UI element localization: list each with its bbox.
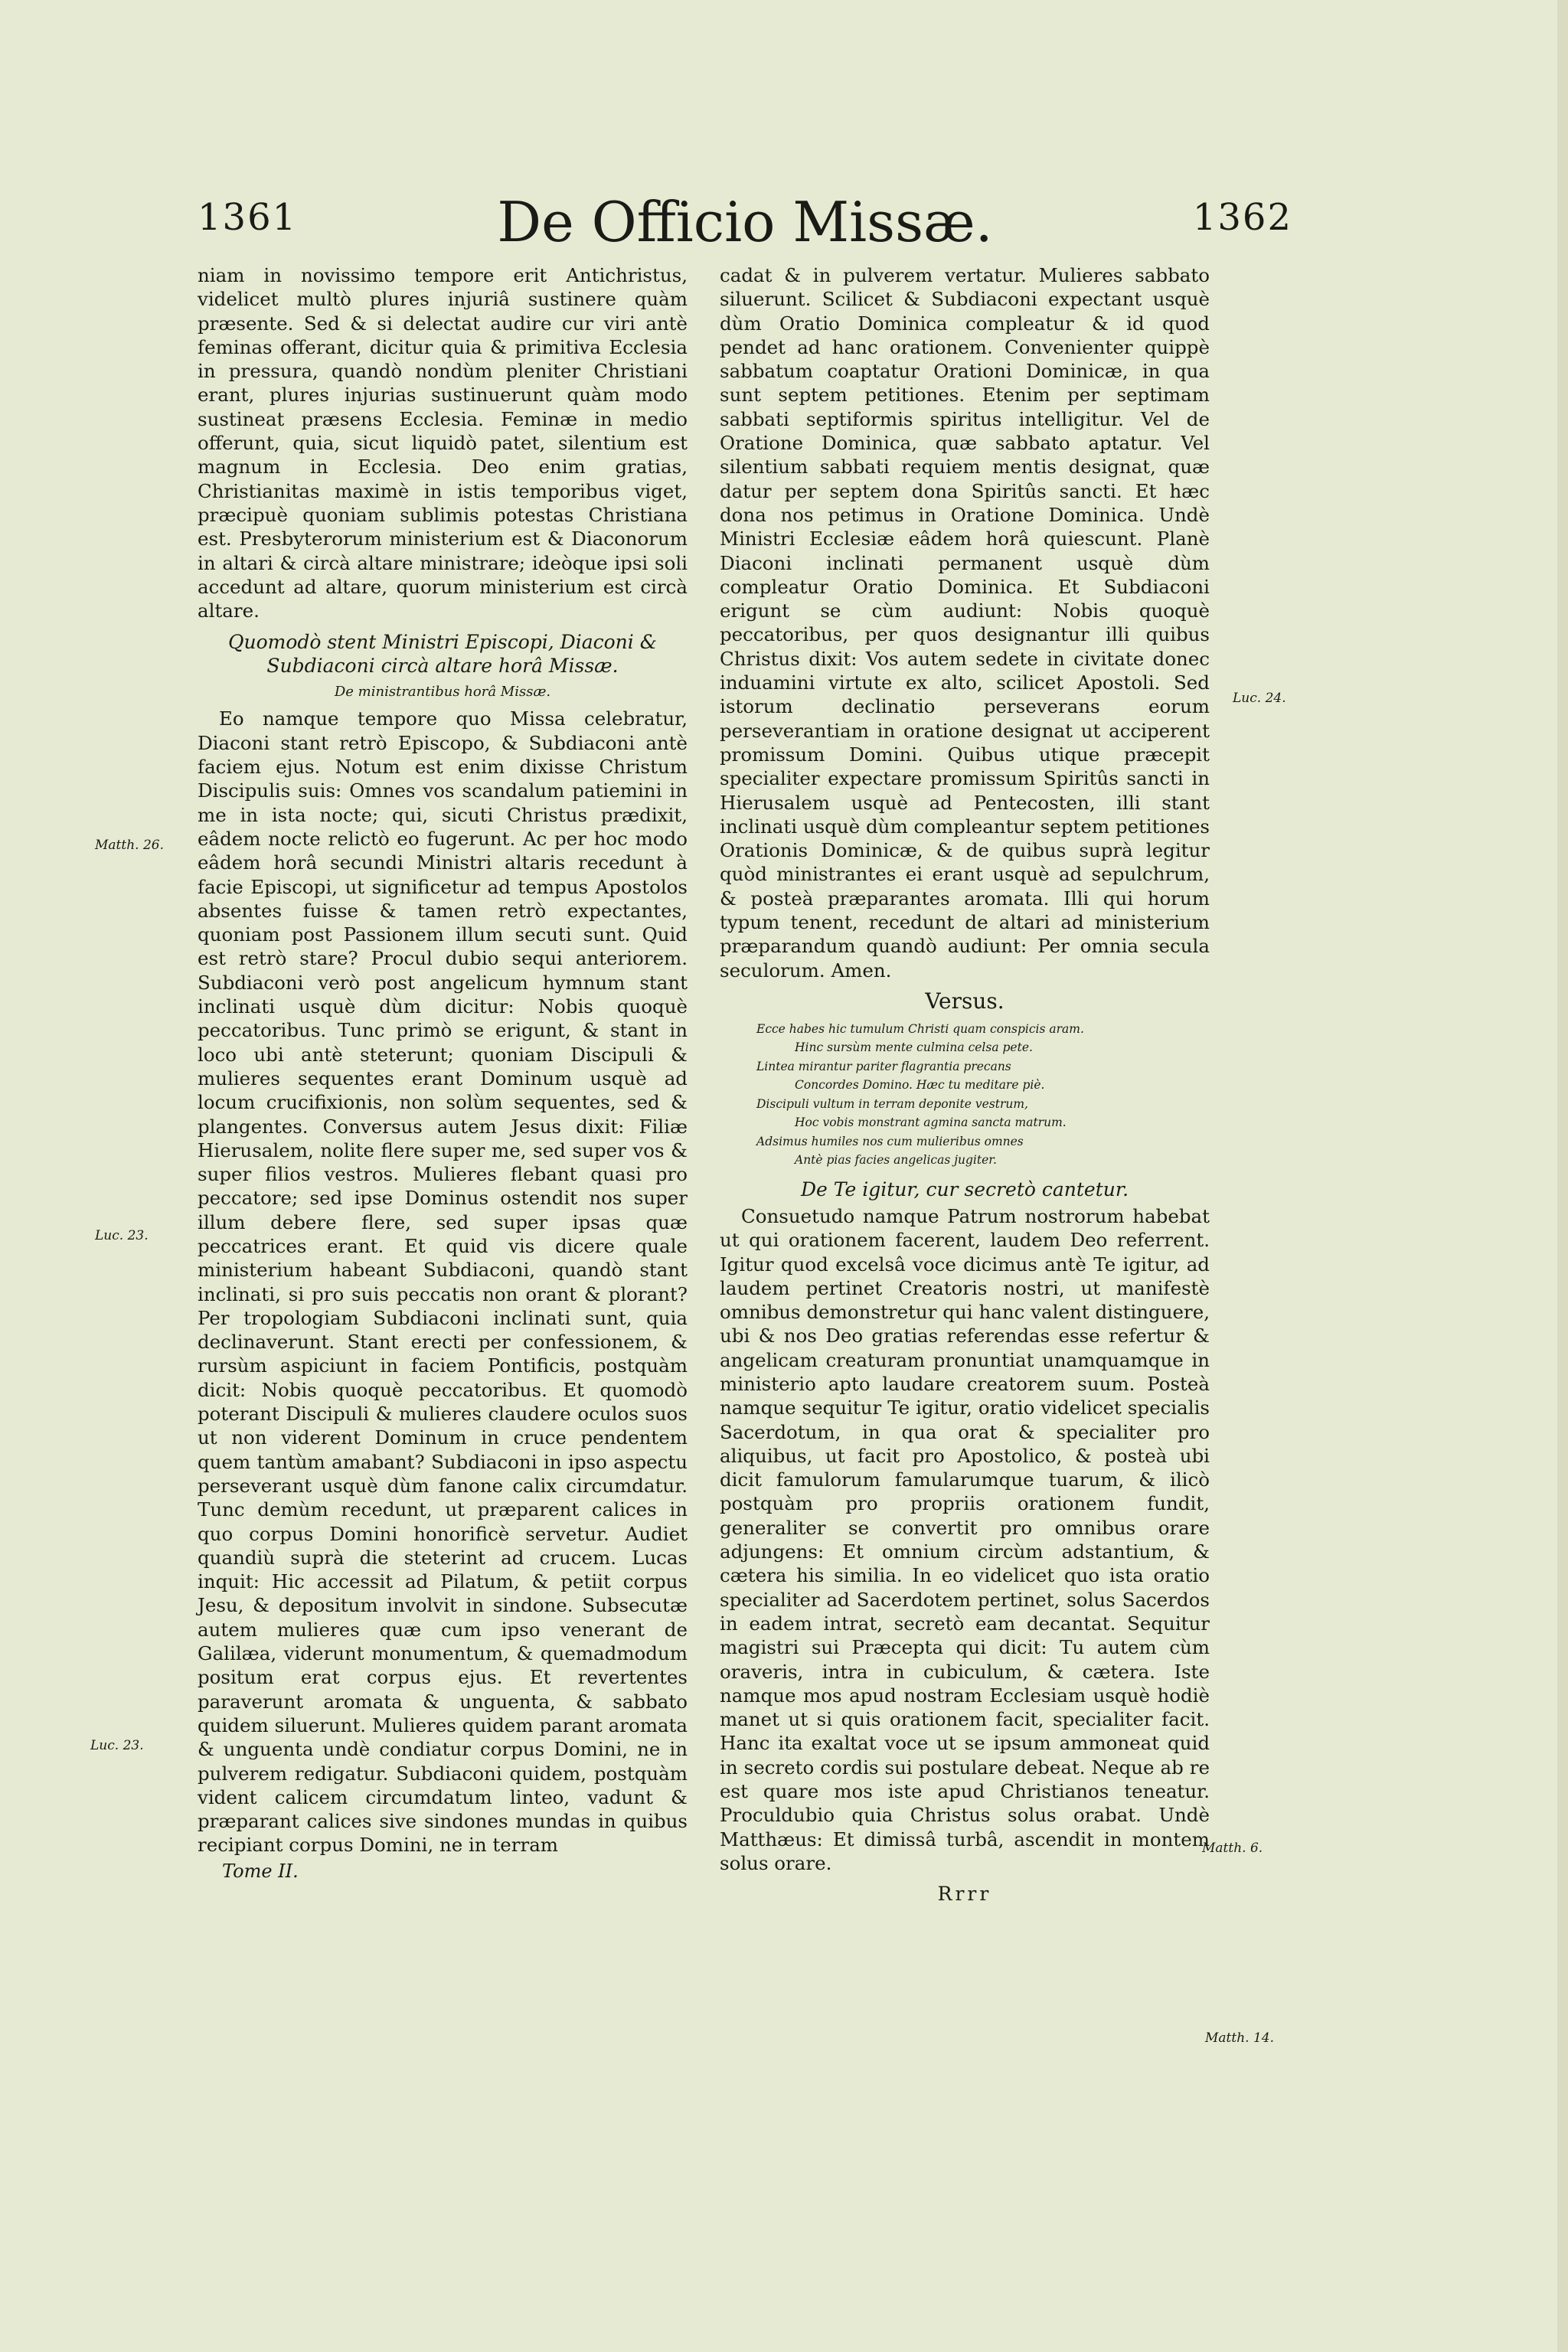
verse-heading: Versus. [925,988,1004,1014]
verse-line: Antè pias facies angelicas jugiter. [795,1153,997,1168]
margin-note-right: Luc. 24. [1233,691,1286,706]
verse-line: Discipuli vultum in terram deponite vestrum, [756,1096,1028,1111]
verse-block [756,1020,1210,1170]
page-title: De Officio Missæ. [497,190,993,254]
page-header [198,191,1292,253]
paragraph: Eo namque tempore quo Missa celebratur, Diaconi stant retrò Episcopo, & Subdiaconi antè faciem ejus. Notum est enim dixisse Christum Discipulis suis: Omnes vos scandalum patiemini in me in ista nocte; qui, sicuti Christus prædixit, eâdem nocte relictò eo fugerunt. Ac per hoc modo eâdem horâ secundi Ministri altaris recedunt à facie Episcopi, ut significetur ad tempus Apostolos absentes fuisse & tamen retrò expectantes, quoniam post Passionem illum secuti sunt. Quid est retrò stare? Procul dubio sequi anteriorem. Subdiaconi verò post angelicum hymnum stant inclinati usquè dùm dicitur: Nobis quoquè peccatoribus. Tunc primò se erigunt, & stant in loco ubi antè steterunt; quoniam Discipuli & mulieres sequentes erant Dominum usquè ad locum crucifixionis, non solùm sequentes, sed & plangentes. Conversus autem Jesus dixit: Filiæ Hierusalem, nolite flere super me, sed super vos & super filios vestros. Mulieres flebant quasi pro peccatore; sed ipse Dominus ostendit nos super illum debere flere, sed super ipsas quæ peccatrices erant. Et quid vis dicere quale ministerium habeant Subdiaconi, quandò stant inclinati, si pro suis peccatis non orant & plorant? Per tropologiam Subdiaconi inclinati sunt, quia declinaverunt. Stant erecti per confessionem, & rursùm aspiciunt in faciem Pontificis, postquàm dicit: Nobis quoquè peccatoribus. Et quomodò poterant Discipuli & mulieres claudere oculos suos ut non viderent Dominum in cruce pendentem quem tantùm amabant? Subdiaconi in ipso aspectu perseverant usquè dùm fanone calix circumdatur. Tunc demùm recedunt, ut præparent calices in quo corpus Domini honorificè servetur. Audiet quandiù suprà die steterint ad crucem. Lucas inquit: Hic accessit ad Pilatum, & petiit corpus Jesu, & depositum involvit in sindone. Subsecutæ autem mulieres quæ cum ipso venerant de Galilæa, viderunt monumentum, & quemadmodum positum erat corpus ejus. Et revertentes paraverunt aromata & unguenta, & sabbato quidem siluerunt. Mulieres quidem parant aromata & unguenta undè condiatur corpus Domini, ne in pulverem redigatur. Subdiaconi quidem, postquàm vident calicem circumdatum linteo, vadunt & præparant calices sive sindones mundas in quibus recipiant corpus Domini, ne in terram [198,707,688,1857]
paragraph: cadat & in pulverem vertatur. Mulieres sabbato siluerunt. Scilicet & Subdiaconi expectant usquè dùm Oratio Dominica compleatur & id quod pendet ad hanc orationem. Convenienter quippè sabbatum coaptatur Orationi Dominicæ, in qua sunt septem petitiones. Etenim per septimam sabbati septiformis spiritus intelligitur. Vel de Oratione Dominica, quæ sabbato aptatur. Vel silentium sabbati requiem mentis designat, quæ datur per septem dona Spiritûs sancti. Et hæc dona nos petimus in Oratione Dominica. Undè Ministri Ecclesiæ eâdem horâ quiescunt. Planè Diaconi inclinati permanent usquè dùm compleatur Oratio Dominica. Et Subdiaconi erigunt se cùm audiunt: Nobis quoquè peccatoribus, per quos designantur illi quibus Christus dixit: Vos autem sedete in civitate donec induamini virtute ex alto, scilicet Apostoli. Sed istorum declinatio perseverans eorum perseverantiam in oratione designat ut acciperent promissum Domini. Quibus utique præcepit specialiter expectare promissum Spiritûs sancti in Hierusalem usquè ad Pentecosten, illi stant inclinati usquè dùm compleantur septem petitiones Orationis Dominicæ, & de quibus suprà legitur quòd ministrantes ei erant usquè ad sepulchrum, & posteà præparantes aromata. Illi qui horum typum tenent, recedunt de altari ad ministerium præparandum quandò audiunt: Per omnia secula seculorum. Amen. [720,264,1210,982]
margin-note-left: Luc. 23. [95,1228,149,1243]
signature-mark: Rrrr [937,1883,992,1906]
tome-label: Tome II. [222,1860,299,1882]
right-column [720,263,1210,1905]
page-number-left: 1361 [198,196,298,239]
section-heading: De Te igitur, cur secretò cantetur. [800,1178,1129,1200]
margin-note-right: Matth. 14. [1205,2030,1274,2046]
paragraph: Consuetudo namque Patrum nostrorum habebat ut qui orationem facerent, laudem Deo referrent. Igitur quod excelsâ voce dicimus antè Te igitur, ad laudem pertinet Creatoris nostri, ut manifestè omnibus demonstretur qui hanc valent distinguere, ubi & nos Deo gratias referendas esse refertur & angelicam creaturam pronuntiat unamquamque in ministerio apto laudare creatorem suum. Posteà namque sequitur Te igitur, oratio videlicet specialis Sacerdotum, in qua orat & specialiter pro aliquibus, ut facit pro Apostolico, & posteà ubi dicit famulorum famularumque tuarum, & ilicò postquàm pro propriis orationem fundit, generaliter se convertit pro omnibus orare adjungens: Et omnium circùm adstantium, & cætera his similia. In eo videlicet quo ista oratio specialiter ad Sacerdotem pertinet, solus Sacerdos in eadem intrat, secretò eam decantat. Sequitur magistri sui Præcepta qui dicit: Tu autem cùm oraveris, intra in cubiculum, & cætera. Iste namque mos apud nostram Ecclesiam usquè hodiè manet ut si quis orationem facit, specialiter facit. Hanc ita exaltat voce ut se ipsum ammoneat quid in secreto cordis sui postulare debeat. Neque ab re est quare mos iste apud Christianos teneatur. Proculdubio quia Christus solus orabat. Undè Matthæus: Et dimissâ turbâ, ascendit in montem solus orare. [720,1204,1210,1874]
page-number-right: 1362 [1192,196,1292,239]
verse-line: Adsimus humiles nos cum mulieribus omnes [756,1134,1024,1148]
verse-line: Hinc sursùm mente culmina celsa pete. [795,1040,1033,1055]
binding-edge [1557,0,1568,2352]
verse-line: Concordes Domino. Hæc tu meditare piè. [795,1078,1045,1093]
margin-note-left: Luc. 23. [90,1738,144,1753]
left-column [198,263,688,1882]
section-subheading: De ministrantibus horâ Missæ. [334,684,551,701]
paragraph: niam in novissimo tempore erit Antichristus, videlicet multò plures injuriâ sustinere quàm præsente. Sed & si delectat audire cur viri antè feminas offerant, dicitur quia & primitiva Ecclesia in pressura, quandò nondùm pleniter Christiani erant, plures injurias sustinuerunt quàm modo sustineat præsens Ecclesia. Feminæ in medio offerunt, quia, sicut liquidò patet, silentium est magnum in Ecclesia. Deo enim gratias, Christianitas maximè in istis temporibus viget, præcipuè quoniam sublimis potestas Christiana est. Presbyterorum ministerium est & Diaconorum in altari & circà altare ministrare; ideòque ipsi soli accedunt ad altare, quorum ministerium est circà altare. [198,264,688,622]
verse-line: Hoc vobis monstrant agmina sancta matrum. [795,1116,1067,1130]
margin-note-left: Matth. 26. [95,838,164,853]
verse-line: Ecce habes hic tumulum Christi quam conspicis aram. [756,1021,1084,1036]
margin-note-right: Matth. 6. [1202,1841,1263,1856]
section-heading: Quomodò stent Ministri Episcopi, Diaconi & Subdiaconi circà altare horâ Missæ. [228,631,657,678]
verse-line: Lintea mirantur pariter flagrantia precans [756,1059,1011,1073]
